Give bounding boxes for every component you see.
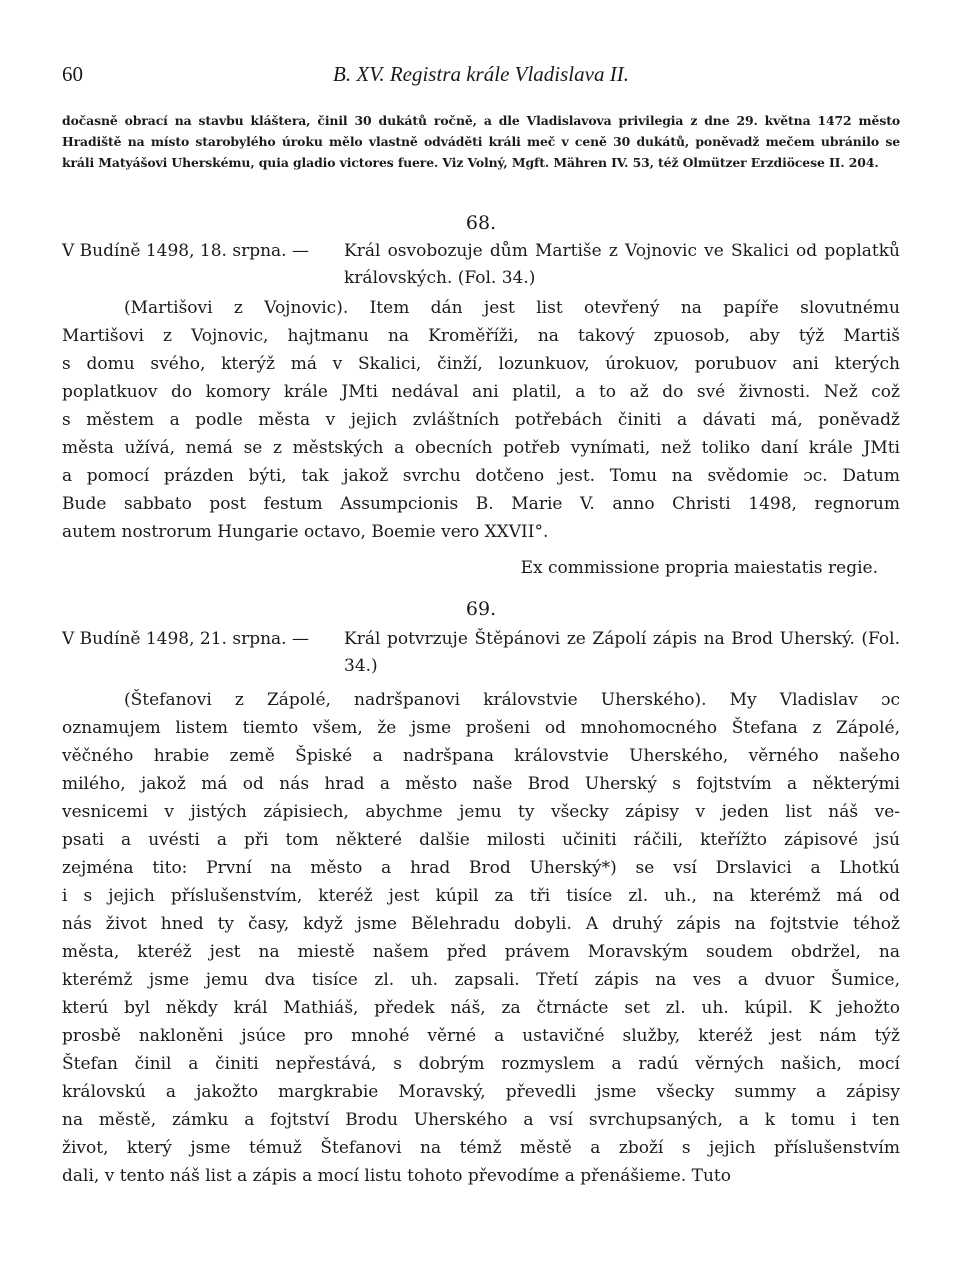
text-line: zejména tito: První na město a hrad Brod Uherský*) se vsí Drslavici a Lhotkú (62, 858, 900, 878)
entry-number-68: 68. (465, 212, 497, 234)
text-line: Štefan činil a činiti nepřestává, s dobrým rozmyslem a radú věrných našich, mocí (62, 1054, 900, 1074)
text-line: autem nostrorum Hungarie octavo, Boemie vero XXVII°. (62, 522, 549, 542)
entry-68-text (62, 294, 900, 546)
entry-68-closing: Ex commissione propria maiestatis regie. (520, 558, 878, 578)
text-line: města, kteréž jest na miestě našem před právem Moravským soudem obdržel, na (62, 942, 900, 962)
entry-68-regest (62, 238, 900, 294)
text-line: poplatkuov do komory krále JMti nedával ani platil, a to až do své živnosti. Než což (62, 382, 900, 402)
entry-68-summary: Král osvobozuje dům Martiše z Vojnovic ve Skalici od poplatků královských. (Fol. 34.) (344, 241, 900, 288)
text-line: na městě, zámku a fojtství Brodu Uherského a vsí svrchupsaných, a k tomu i ten (62, 1110, 900, 1130)
text-line: nás život hned ty časy, když jsme Bělehradu dobyli. A druhý zápis na fojtstvie téhož (62, 914, 900, 934)
text-line: a pomocí prázden býti, tak jakož svrchu dotčeno jest. Tomu na svědomie ɔc. Datum (62, 466, 900, 486)
text-line: Martišovi z Vojnovic, hajtmanu na Kroměříži, na takový zpuosob, aby týž Martiš (62, 326, 900, 346)
text-line: (Štefanovi z Zápolé, nadršpanovi královstvie Uherského). My Vladislav ɔc (124, 690, 900, 710)
running-head: B. XV. Registra krále Vladislava II. (333, 62, 629, 86)
text-line: Bude sabbato post festum Assumpcionis B. Marie V. anno Christi 1498, regnorum (62, 494, 900, 514)
entry-69-regest (62, 626, 900, 682)
text-line: život, který jsme témuž Štefanovi na témž městě a zboží s jejich příslušenstvím (62, 1138, 900, 1158)
page-number: 60 (62, 62, 83, 86)
text-line: milého, jakož má od nás hrad a město naše Brod Uherský s fojtstvím a některými (62, 774, 900, 794)
text-line: s domu svého, kterýž má v Skalici, činží, lozunkuov, úrokuov, porubuov ani kterých (62, 354, 900, 374)
entry-69-date: V Budíně 1498, 21. srpna. — (62, 629, 309, 649)
footnote-continuation: dočasně obrací na stavbu kláštera, činil 30 dukátů ročně, a dle Vladislavova privilegia z dne 29. května 1472 město Hradiště na místo starobylého úroku mělo vlastně odváděti králi meč v ceně 30 dukátů, poněvadž mečem ubránilo se králi Matyášovi Uherskému, quia gladio victores fuere. Viz Volný, Mgft. Mähren IV. 53, též Olmützer Erzdiöcese II. 204. (62, 113, 900, 170)
text-line: prosbě nakloněni jsúce pro mnohé věrné a ustavičné služby, kteréž jest nám týž (62, 1026, 900, 1046)
text-line: věčného hrabie země Špiské a nadršpana královstvie Uherského, věrného našeho (62, 746, 900, 766)
entry-69-text (62, 686, 900, 1190)
entry-number-69: 69. (465, 598, 497, 620)
entry-69-summary: Král potvrzuje Štěpánovi ze Zápolí zápis na Brod Uherský. (Fol. 34.) (344, 629, 900, 676)
text-line: vesnicemi v jistých zápisiech, abychme jemu ty všecky zápisy v jeden list náš ve- (62, 802, 900, 822)
text-line: kterémž jsme jemu dva tisíce zl. uh. zapsali. Třetí zápis na ves a dvuor Šumice, (62, 970, 900, 990)
text-line: dali, v tento náš list a zápis a mocí listu tohoto převodíme a přenášieme. Tuto (62, 1166, 731, 1186)
text-line: i s jejich příslušenstvím, kteréž jest kúpil za tři tisíce zl. uh., na kterémž má od (62, 886, 900, 906)
text-line: královskú a jakožto margkrabie Moravský, převedli jsme všecky summy a zápisy (62, 1082, 900, 1102)
text-line: psati a uvésti a při tom některé dalšie milosti učiniti ráčili, kteřížto zápisové jsú (62, 830, 900, 850)
entry-68-date: V Budíně 1498, 18. srpna. — (62, 241, 309, 261)
text-line: kterú byl někdy král Mathiáš, předek náš, za čtrnácte set zl. uh. kúpil. K jehožto (62, 998, 900, 1018)
text-line: města užívá, nemá se z městských a obecních potřeb vynímati, než toliko daní krále JMti (62, 438, 900, 458)
text-line: oznamujem listem tiemto všem, že jsme prošeni od mnohomocného Štefana z Zápolé, (62, 718, 900, 738)
text-line: (Martišovi z Vojnovic). Item dán jest list otevřený na papíře slovutnému (124, 298, 900, 318)
page-header (62, 62, 900, 92)
text-line: s městem a podle města v jejich zvláštních potřebách činiti a dávati má, poněvadž (62, 410, 900, 430)
